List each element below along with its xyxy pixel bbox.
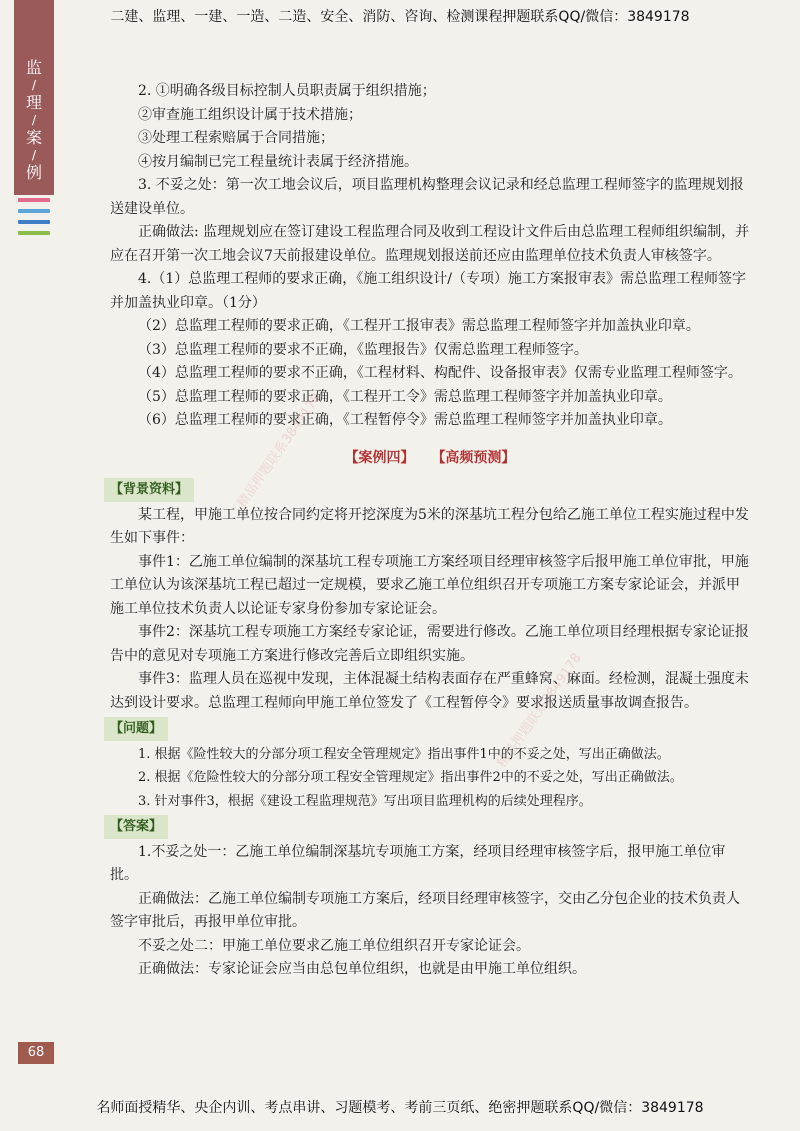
footer-banner: 名师面授精华、央企内训、考点串讲、习题模考、考前三页纸、绝密押题联系QQ/微信：3849178 (96, 1100, 704, 1116)
answer-paragraph: 正确做法: 监理规划应在签订建设工程监理合同及收到工程设计文件后由总监理工程师组织编制，并应在召开第一次工地会议7天前报建设单位。监理规划报送前还应由监理单位技术负责人审核签字。 (110, 224, 750, 264)
answer-paragraph: 1.不妥之处一：乙施工单位编制深基坑专项施工方案，经项目经理审核签字后，报甲施工单位审批。 (110, 843, 726, 883)
question-tag: 【问题】 (104, 717, 168, 741)
answer-line: （2）总监理工程师的要求正确，《工程开工报审表》需总监理工程师签字并加盖执业印章。 (138, 318, 700, 334)
event-paragraph: 事件2：深基坑工程专项施工方案经专家论证，需要进行修改。乙施工单位项目经理根据专家论证报告中的意见对专项施工方案进行修改完善后立即组织实施。 (110, 624, 749, 664)
answer-line: （6）总监理工程师的要求正确，《工程暂停令》需总监理工程师签字并加盖执业印章。 (138, 412, 672, 428)
case-heading (110, 447, 750, 471)
question-item: 3. 针对事件3，根据《建设工程监理规范》写出项目监理机构的后续处理程序。 (138, 793, 592, 809)
watermark: 精品押题联系3849178 (494, 650, 585, 771)
header-banner: 二建、监理、一建、一造、二造、安全、消防、咨询、检测课程押题联系QQ/微信：3849178 (110, 9, 690, 25)
stripe (18, 220, 50, 224)
answer-paragraph: 正确做法：专家论证会应当由总包单位组织，也就是由甲施工单位组织。 (138, 961, 586, 977)
side-tab-char: 案 (25, 128, 42, 147)
answer-tag: 【答案】 (104, 815, 168, 839)
background-tag: 【背景资料】 (104, 478, 194, 502)
side-tab-char: 理 (25, 93, 42, 112)
side-tab-separator: / (31, 113, 37, 127)
question-item: 1. 根据《险性较大的分部分项工程安全管理规定》指出事件1中的不妥之处，写出正确做法。 (138, 746, 670, 762)
side-section-tab (14, 0, 54, 195)
stripe (18, 209, 50, 213)
answer-line: （4）总监理工程师的要求不正确，《工程材料、构配件、设备报审表》仅需专业监理工程师签字。 (138, 365, 742, 381)
side-tab-char: 例 (25, 163, 42, 182)
page-number: 68 (18, 1042, 54, 1064)
watermark: 精品押题联系3849178 (234, 390, 325, 511)
case-title: 【案例四】 (344, 449, 415, 466)
answer-line: ②审查施工组织设计属于技术措施； (138, 106, 362, 123)
answer-line: （5）总监理工程师的要求正确，《工程开工令》需总监理工程师签字并加盖执业印章。 (138, 388, 672, 405)
side-tab-separator: / (31, 148, 37, 162)
stripe (18, 198, 50, 202)
decorative-stripes (18, 198, 50, 242)
answer-paragraph: 不妥之处二：甲施工单位要求乙施工单位组织召开专家论证会。 (138, 937, 530, 954)
answer-paragraph: 3. 不妥之处：第一次工地会议后，项目监理机构整理会议记录和经总监理工程师签字的监理规划报送建设单位。 (110, 177, 744, 217)
background-intro: 某工程，甲施工单位按合同约定将开挖深度为5米的深基坑工程分包给乙施工单位工程实施过程中发生如下事件： (110, 506, 749, 546)
answer-line: 2. ①明确各级目标控制人员职责属于组织措施； (138, 83, 436, 99)
case-badge: 【高频预测】 (431, 449, 516, 466)
question-item: 2. 根据《危险性较大的分部分项工程安全管理规定》指出事件2中的不妥之处，写出正确做法。 (138, 770, 683, 785)
event-paragraph: 事件3：监理人员在巡视中发现，主体混凝土结构表面存在严重蜂窝、麻面。经检测，混凝土强度未达到设计要求。总监理工程师向甲施工单位签发了《工程暂停令》要求报送质量事故调查报告。 (110, 671, 749, 711)
answer-line: ③处理工程索赔属于合同措施； (138, 130, 334, 146)
answer-line: ④按月编制已完工程量统计表属于经济措施。 (138, 153, 418, 170)
answer-paragraph: 正确做法：乙施工单位编制专项施工方案后，经项目经理审核签字，交由乙分包企业的技术负责人签字审批后，再报甲单位审批。 (110, 890, 740, 930)
answer-paragraph: 4.（1）总监理工程师的要求正确，《施工组织设计/（专项）施工方案报审表》需总监理工程师签字并加盖执业印章。（1分） (110, 271, 746, 311)
stripe (18, 231, 50, 235)
event-paragraph: 事件1：乙施工单位编制的深基坑工程专项施工方案经项目经理审核签字后报甲施工单位审批，甲施工单位认为该深基坑工程已超过一定规模，要求乙施工单位组织召开专项施工方案专家论证会，并派甲施工单位技术负责人以论证专家身份参加专家论证会。 (110, 553, 749, 617)
side-tab-char: 监 (25, 58, 42, 77)
answer-line: （3）总监理工程师的要求不正确，《监理报告》仅需总监理工程师签字。 (138, 341, 588, 358)
side-tab-separator: / (31, 78, 37, 92)
page-content (110, 80, 750, 982)
